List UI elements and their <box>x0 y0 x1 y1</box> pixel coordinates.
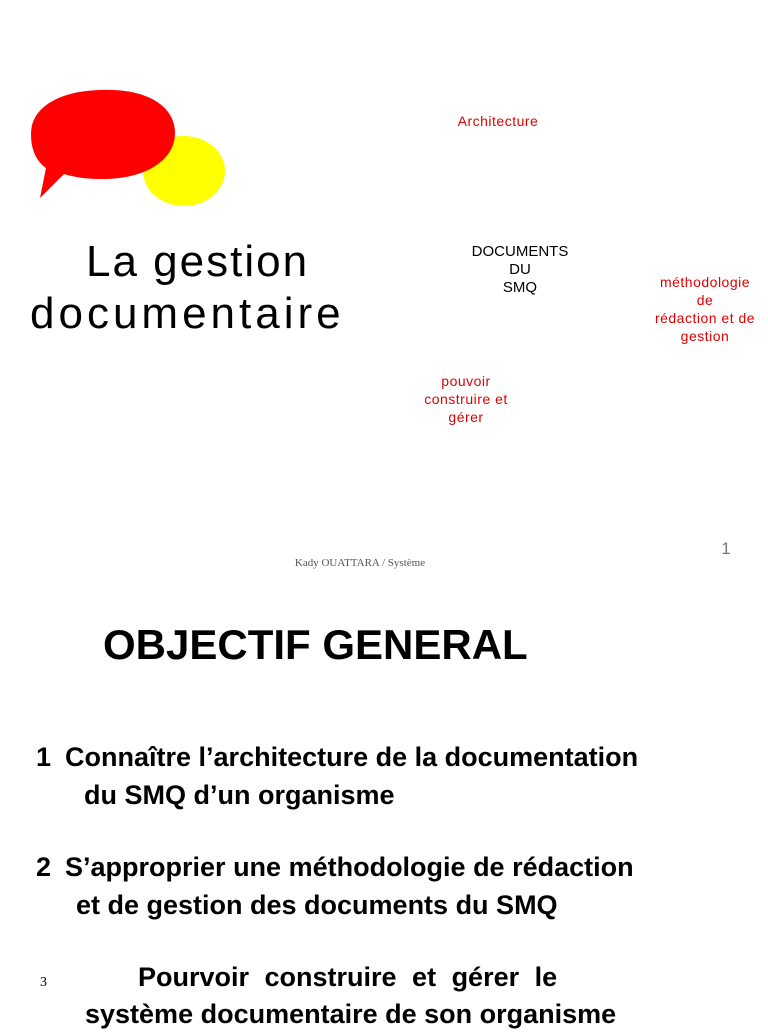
page-number: 1 <box>721 539 731 558</box>
speech-bubbles-icon <box>30 85 230 205</box>
slide-2 <box>0 590 768 1029</box>
diagram-label-architecture: Architecture <box>457 113 539 129</box>
slide-title <box>30 236 410 340</box>
objective-text-line-1: Connaître l’architecture de la documentation <box>65 742 639 772</box>
title-line-2: documentaire <box>30 289 345 338</box>
diagram-center: DOCUMENTS DU SMQ <box>471 243 569 296</box>
title-line-1: La gestion <box>86 237 310 286</box>
slide-footer: Kady OUATTARA / Système <box>294 557 426 569</box>
section-title: OBJECTIF GENERAL <box>103 621 528 668</box>
objective-text-line-1: Pourvoir construire et gérer le <box>138 962 558 992</box>
objective-text-line-1: S’approprier une méthodologie de rédaction <box>65 852 634 882</box>
objective-2 <box>36 848 746 924</box>
objective-number: 1 <box>36 742 52 772</box>
diagram-label-methodologie: méthodologie de rédaction et de gestion <box>654 274 756 344</box>
objective-number: 2 <box>36 852 52 882</box>
objective-text-line-2: système documentaire de son organisme <box>85 999 617 1029</box>
objective-text-line-2: et de gestion des documents du SMQ <box>76 890 558 920</box>
objective-text-line-2: du SMQ d’un organisme <box>84 780 395 810</box>
objective-number: 3 <box>40 975 47 990</box>
objective-1 <box>36 738 746 814</box>
diagram-label-pouvoir: pouvoir construire et gérer <box>424 373 508 425</box>
